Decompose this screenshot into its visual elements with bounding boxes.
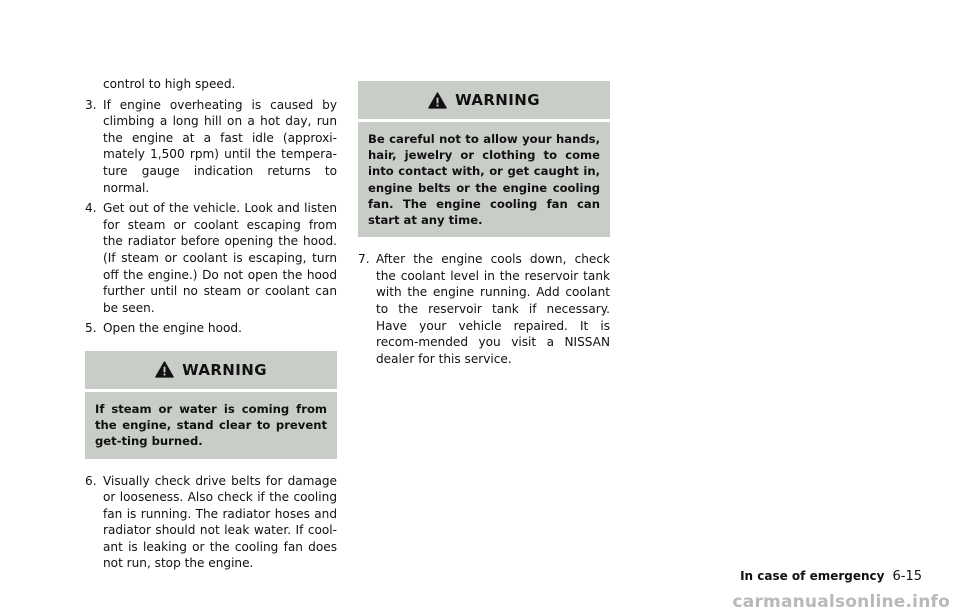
warning-title: WARNING <box>455 91 540 109</box>
list-item-6 <box>85 473 337 573</box>
item-text: After the engine cools down, check the coolant level in the reservoir tank with the engine running. Add coolant to the reservoir tank if necessary. Have your vehicle repaired. It is recom-mended you visit a NISSAN dealer for this service. <box>376 252 610 366</box>
item-number: 7. <box>358 252 370 267</box>
warning-title: WARNING <box>182 360 267 379</box>
warning-header <box>358 81 610 122</box>
list-item-5 <box>85 320 337 337</box>
item-text: Get out of the vehicle. Look and listen for steam or coolant escaping from the radiator before opening the hood. (If steam or coolant is escaping, turn off the engine.) Do not open the hood further until no steam or coolant can be seen. <box>103 201 337 315</box>
item-text: Visually check drive belts for damage or looseness. Also check if the cooling fan is running. The radiator hoses and radiator should not leak water. If cool-ant is leaking or the cooling fan does not run, stop the engine. <box>103 473 337 571</box>
warning-box-steam <box>85 351 337 459</box>
left-column <box>85 76 337 576</box>
right-column <box>358 76 610 371</box>
list-item-3 <box>85 97 337 197</box>
item-number: 3. <box>85 97 97 112</box>
watermark: carmanualsonline.info <box>732 592 950 612</box>
warning-triangle-icon <box>155 361 174 378</box>
warning-header <box>85 351 337 392</box>
item-number: 6. <box>85 473 97 488</box>
footer-section-title: In case of emergency <box>740 569 885 583</box>
warning-body: If steam or water is coming from the engine, stand clear to prevent get-ting burned. <box>95 401 327 449</box>
warning-triangle-icon <box>428 92 447 109</box>
continuation-text: control to high speed. <box>103 77 236 91</box>
item-number: 4. <box>85 201 97 216</box>
warning-body: Be careful not to allow your hands, hair, jewelry or clothing to come into contact with, or get caught in, engine belts or the engine cooling fan. The engine cooling fan can start at any time. <box>368 132 600 228</box>
warning-box-fan <box>358 81 610 237</box>
list-item-4 <box>85 200 337 316</box>
page-footer <box>740 569 922 584</box>
item-text: If engine overheating is caused by climbing a long hill on a hot day, run the engine at a fast idle (approxi-mately 1,500 rpm) until the tempera-ture gauge indication returns to normal. <box>103 97 337 195</box>
list-item-7 <box>358 251 610 367</box>
item-text: Open the engine hood. <box>103 321 242 336</box>
item-number: 5. <box>85 321 97 336</box>
page-number: 6-15 <box>892 569 922 584</box>
